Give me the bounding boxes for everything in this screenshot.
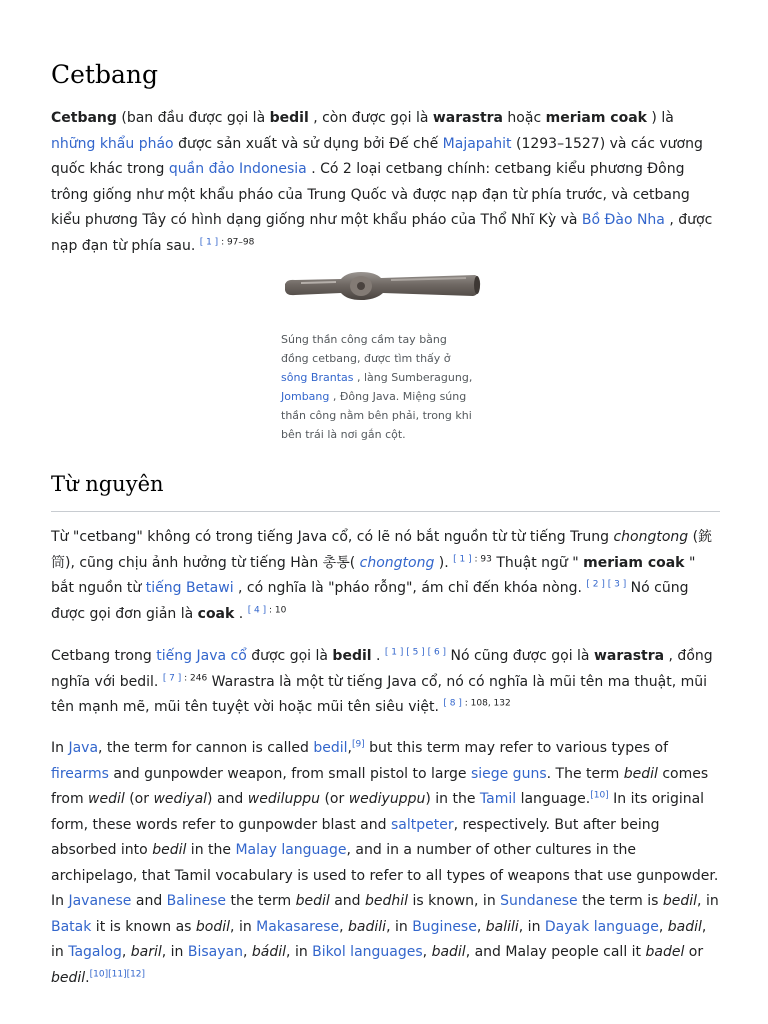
citation-pages: : 10	[266, 604, 287, 615]
citation-ref[interactable]: [10][11][12]	[89, 968, 146, 979]
text: . The term	[546, 765, 624, 782]
citation-ref[interactable]: [ 8 ]	[443, 698, 462, 709]
italic-term: bedil	[295, 893, 330, 909]
text: language.	[516, 791, 591, 807]
link-siege-guns[interactable]: siege guns	[470, 765, 547, 782]
text: the term is	[577, 893, 663, 909]
text: .	[371, 648, 385, 664]
text: ,	[347, 740, 352, 756]
link-tieng-betawi[interactable]: tiếng Betawi	[145, 580, 234, 596]
cetbang-cannon-image[interactable]	[281, 262, 481, 320]
text: , and Malay people call it	[465, 944, 646, 960]
italic-term: badil	[431, 944, 466, 960]
text: Thuật ngữ "	[491, 554, 584, 571]
link-java[interactable]: Java	[68, 740, 99, 756]
italic-term: bádil	[251, 944, 287, 960]
text: ,	[339, 918, 349, 935]
bold-term: meriam coak	[545, 110, 647, 126]
italic-term: badel	[645, 944, 685, 960]
figure-caption	[281, 330, 476, 444]
italic-term: baril	[130, 944, 162, 960]
italic-term: bedil	[662, 893, 698, 909]
text: , in	[518, 918, 545, 935]
text: Súng thần công cầm tay bằng đồng cetbang, được tìm thấy ở	[281, 333, 451, 365]
text: được sản xuất và sử dụng bởi Đế chế	[173, 135, 443, 152]
text: (1293–1527) và các vương quốc khác trong	[51, 135, 703, 177]
link-tamil[interactable]: Tamil	[479, 791, 517, 807]
italic-term: bedil	[623, 765, 658, 782]
italic-term: bodil	[195, 918, 231, 935]
citation-ref[interactable]: [ 4 ]	[247, 604, 267, 615]
italic-term: chongtong	[613, 529, 689, 545]
link-sundanese[interactable]: Sundanese	[500, 893, 578, 909]
link-buginese[interactable]: Buginese	[412, 918, 477, 935]
bold-term: bedil	[332, 648, 372, 664]
text: , còn được gọi là	[308, 110, 433, 126]
text: and	[329, 893, 366, 909]
bold-term: Cetbang	[51, 110, 117, 126]
text: . Có 2 loại cetbang chính: cetbang kiểu phương Đông trông giống như một khẩu pháo của Trung Quốc và được nạp đạn từ phía trước, và cetbang kiểu phương Tây có hình dạng giống như một khẩu pháo của Thổ Nhĩ Kỳ và	[51, 161, 690, 228]
text: , in	[286, 944, 313, 960]
link-nhung-khau-phao[interactable]: những khẩu pháo	[51, 135, 174, 152]
text: , có nghĩa là "pháo rỗng", ám chỉ đến khóa nòng.	[233, 580, 587, 596]
citation-pages: : 97–98	[218, 236, 255, 247]
link-tagalog[interactable]: Tagalog	[68, 944, 122, 960]
text: or	[684, 944, 704, 960]
text: , respectively. But after being absorbed into	[51, 816, 660, 858]
text: .	[85, 969, 90, 986]
bold-term: warastra	[593, 648, 665, 664]
italic-term: badili	[348, 918, 387, 935]
text: ) là	[646, 110, 674, 126]
text: ,	[422, 944, 432, 960]
text: is known, in	[408, 893, 501, 909]
citation-pages: : 246	[181, 672, 208, 683]
section-heading: Từ nguyên	[51, 472, 164, 496]
italic-term: wediyal	[153, 791, 208, 807]
citation-ref[interactable]: [9]	[351, 739, 365, 750]
text: hoặc	[502, 110, 546, 126]
text: ,	[121, 944, 131, 960]
bold-term: coak	[197, 605, 235, 622]
text: .	[234, 605, 248, 622]
link-quan-dao-indonesia[interactable]: quần đảo Indonesia	[168, 161, 307, 177]
link-bedil[interactable]: bedil	[313, 740, 348, 756]
bold-term: meriam coak	[583, 554, 685, 571]
text: , in	[51, 918, 707, 960]
italic-term: wedil	[88, 791, 125, 807]
text: được gọi là	[246, 648, 333, 664]
text: Nó cũng được gọi đơn giản là	[51, 580, 689, 622]
link-tieng-java-co[interactable]: tiếng Java cổ	[156, 648, 247, 664]
link-bisayan[interactable]: Bisayan	[187, 944, 243, 960]
italic-term: badil	[667, 918, 702, 935]
link-malay-language[interactable]: Malay language	[235, 842, 347, 858]
link-makasarese[interactable]: Makasarese	[256, 918, 340, 935]
text: ,	[476, 918, 486, 935]
citation-pages: : 108, 132	[461, 698, 511, 709]
text: comes from	[51, 765, 709, 807]
text: (or	[320, 791, 349, 807]
italic-term: bedhil	[365, 893, 409, 909]
citation-ref[interactable]: [ 7 ]	[162, 672, 182, 683]
italic-term: wediyuppu	[348, 791, 426, 807]
link-dayak-language[interactable]: Dayak language	[544, 918, 659, 935]
link-jombang[interactable]: Jombang	[281, 390, 330, 403]
text: ) and	[207, 791, 248, 807]
text: , Đông Java. Miệng súng thần công nằm bên phải, trong khi bên trái là nơi gắn cột.	[281, 390, 472, 441]
italic-term: bedil	[51, 969, 86, 986]
citation-pages: : 93	[471, 553, 492, 564]
text: it is known as	[91, 918, 196, 935]
link-song-brantas[interactable]: sông Brantas	[281, 371, 354, 384]
text: " bắt nguồn từ	[51, 554, 696, 596]
text: ).	[434, 554, 454, 571]
text: In	[51, 740, 69, 756]
section-divider	[51, 511, 720, 512]
link-bikol-languages[interactable]: Bikol languages	[312, 944, 423, 960]
link-chongtong[interactable]: chongtong	[359, 554, 435, 571]
text: Warastra là một từ tiếng Java cổ, nó có nghĩa là mũi tên ma thuật, mũi tên mạnh mẽ, mũi tên tuyệt vời hoặc mũi tên siêu việt.	[51, 673, 707, 715]
link-saltpeter[interactable]: saltpeter	[390, 816, 454, 833]
text: Nó cũng được gọi là	[446, 648, 594, 664]
text: in the	[186, 842, 236, 858]
text: and	[131, 893, 167, 909]
text: , in	[697, 893, 719, 909]
italic-term: balili	[485, 918, 519, 935]
citation-ref[interactable]: [10]	[590, 790, 609, 801]
text: , in	[161, 944, 188, 960]
etymology-paragraph-2	[51, 644, 721, 721]
text: , and in a number of other cultures in the archipelago, that Tamil vocabulary is used to refer to all types of weapons that use gunpowder. In	[51, 842, 719, 909]
italic-term: wediluppu	[247, 791, 320, 807]
text: , in	[230, 918, 257, 935]
etymology-paragraph-3	[51, 736, 721, 991]
citation-ref[interactable]: [ 2 ] [ 3 ]	[586, 579, 627, 590]
text: , the term for cannon is called	[98, 740, 314, 756]
link-balinese[interactable]: Balinese	[166, 893, 227, 909]
text: ,	[243, 944, 252, 960]
citation-ref[interactable]: [ 1 ]	[453, 553, 472, 564]
text: , làng Sumberagung,	[353, 371, 473, 384]
bold-term: warastra	[432, 110, 503, 126]
text: Cetbang trong	[51, 648, 157, 664]
citation-ref[interactable]: [ 1 ]	[199, 236, 219, 247]
text: the term	[226, 893, 296, 909]
link-javanese[interactable]: Javanese	[68, 893, 132, 909]
citation-ref[interactable]: [ 1 ] [ 5 ] [ 6 ]	[384, 647, 447, 658]
text: In its original form, these words refer to gunpowder blast and	[51, 791, 705, 833]
etymology-paragraph-1	[51, 525, 721, 627]
link-majapahit[interactable]: Majapahit	[442, 135, 512, 152]
text: ,	[658, 918, 668, 935]
text: and gunpowder weapon, from small pistol to large	[108, 765, 471, 782]
bold-term: bedil	[269, 110, 309, 126]
page-title: Cetbang	[51, 60, 158, 89]
link-batak[interactable]: Batak	[51, 918, 92, 935]
text: ) in the	[425, 791, 480, 807]
text: (銃筒), cũng chịu ảnh hưởng từ tiếng Hàn 총통(	[51, 529, 713, 571]
text: , đồng nghĩa với bedil.	[51, 648, 713, 690]
text: (or	[124, 791, 154, 807]
link-firearms[interactable]: firearms	[51, 765, 109, 782]
intro-paragraph	[51, 106, 721, 259]
text: , được nạp đạn từ phía sau.	[51, 212, 713, 254]
figure	[281, 262, 481, 444]
text: (ban đầu được gọi là	[116, 110, 270, 126]
link-bo-dao-nha[interactable]: Bồ Đào Nha	[581, 212, 665, 228]
text: , in	[386, 918, 413, 935]
text: but this term may refer to various types of	[364, 740, 669, 756]
italic-term: bedil	[152, 842, 187, 858]
text: Từ "cetbang" không có trong tiếng Java cổ, có lẽ nó bắt nguồn từ từ tiếng Trung	[51, 529, 614, 545]
